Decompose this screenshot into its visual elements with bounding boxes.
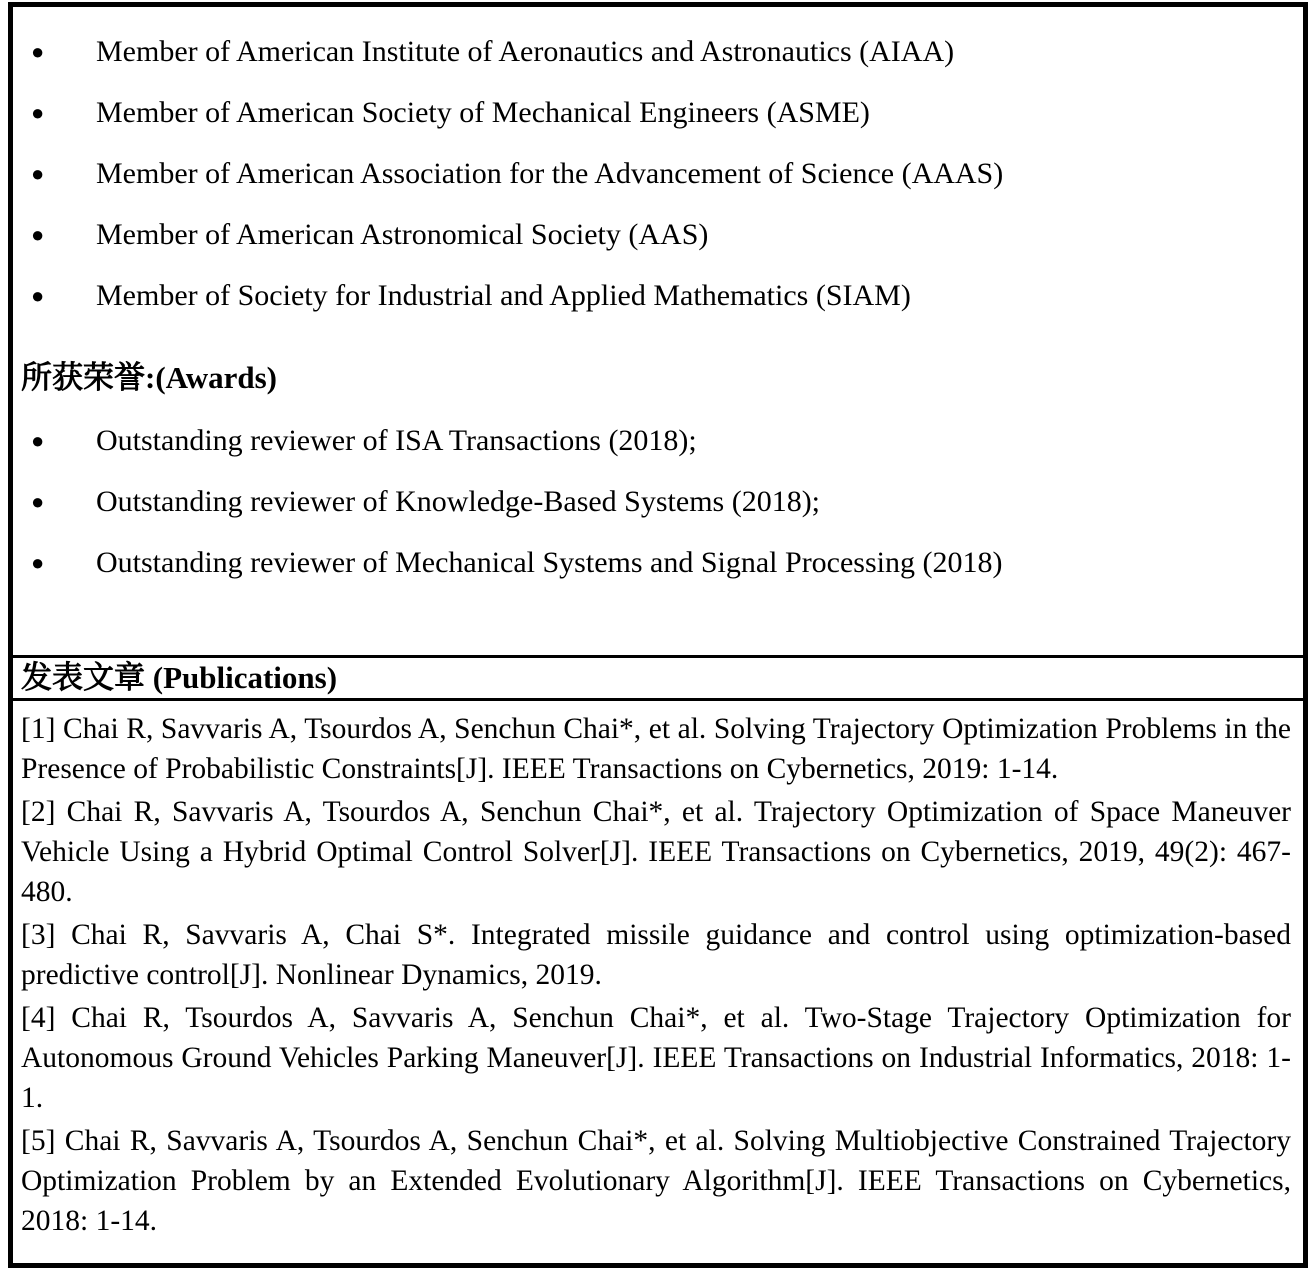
bullet-icon: ●: [31, 39, 45, 64]
publication-entry: [1] Chai R, Savvaris A, Tsourdos A, Senchun Chai*, et al. Solving Trajectory Optimization Problems in the Presence of Probabilistic Constraints[J]. IEEE Transactions on Cybernetics, 2019: 1-14.: [21, 713, 1291, 785]
bullet-icon: ●: [31, 489, 45, 514]
memberships-awards-section: [13, 7, 1303, 658]
membership-text: Member of American Society of Mechanical Engineers (ASME): [96, 96, 870, 129]
membership-item: [31, 157, 1287, 191]
publications-heading: 发表文章 (Publications): [21, 660, 338, 695]
publication-entry: [2] Chai R, Savvaris A, Tsourdos A, Senchun Chai*, et al. Trajectory Optimization of Space Maneuver Vehicle Using a Hybrid Optimal Control Solver[J]. IEEE Transactions on Cybernetics, 2019, 49(2): 467-480.: [21, 796, 1291, 908]
membership-text: Member of American Astronomical Society (AAS): [96, 218, 709, 251]
award-text: Outstanding reviewer of ISA Transactions (2018);: [96, 424, 697, 457]
bullet-icon: ●: [31, 100, 45, 125]
membership-text: Member of American Association for the Advancement of Science (AAAS): [96, 157, 1004, 190]
membership-item: [31, 35, 1287, 69]
bullet-icon: ●: [31, 283, 45, 308]
membership-item: [31, 279, 1287, 313]
bullet-icon: ●: [31, 428, 45, 453]
bullet-icon: ●: [31, 161, 45, 186]
publications-section: [13, 701, 1303, 1263]
awards-heading: 所获荣誉:(Awards): [21, 360, 278, 395]
bullet-icon: ●: [31, 222, 45, 247]
bullet-icon: ●: [31, 550, 45, 575]
membership-item: [31, 218, 1287, 252]
award-text: Outstanding reviewer of Mechanical Systems and Signal Processing (2018): [96, 546, 1003, 579]
cv-table: [8, 2, 1308, 1268]
publications-header-row: [13, 658, 1303, 701]
membership-text: Member of Society for Industrial and Applied Mathematics (SIAM): [96, 279, 911, 312]
award-text: Outstanding reviewer of Knowledge-Based Systems (2018);: [96, 485, 821, 518]
awards-list: [21, 424, 1287, 580]
publication-entry: [5] Chai R, Savvaris A, Tsourdos A, Senchun Chai*, et al. Solving Multiobjective Constrained Trajectory Optimization Problem by an Extended Evolutionary Algorithm[J]. IEEE Transactions on Cybernetics, 2018: 1-14.: [21, 1125, 1291, 1237]
memberships-list: [21, 35, 1287, 313]
membership-item: [31, 96, 1287, 130]
membership-text: Member of American Institute of Aeronautics and Astronautics (AIAA): [96, 35, 955, 68]
award-item: [31, 485, 1287, 519]
publication-entry: [3] Chai R, Savvaris A, Chai S*. Integrated missile guidance and control using optimization-based predictive control[J]. Nonlinear Dynamics, 2019.: [21, 919, 1291, 991]
publication-entry: [4] Chai R, Tsourdos A, Savvaris A, Senchun Chai*, et al. Two-Stage Trajectory Optimization for Autonomous Ground Vehicles Parking Maneuver[J]. IEEE Transactions on Industrial Informatics, 2018: 1-1.: [21, 1002, 1291, 1114]
award-item: [31, 546, 1287, 580]
award-item: [31, 424, 1287, 458]
